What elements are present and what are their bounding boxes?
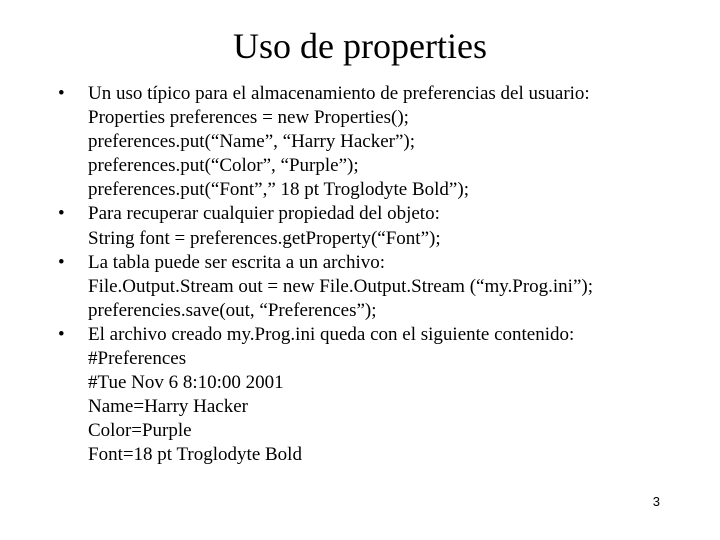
code-line: preferencies.save(out, “Preferences”); xyxy=(88,299,377,321)
bullet-item xyxy=(58,251,708,323)
bullet-marker: • xyxy=(58,83,65,104)
code-line: #Tue Nov 6 8:10:00 2001 xyxy=(88,372,284,394)
bullet-item xyxy=(58,323,708,468)
bullet-text: El archivo creado my.Prog.ini queda con el siguiente contenido: xyxy=(88,323,575,345)
code-line: File.Output.Stream out = new File.Output.Stream (“my.Prog.ini”); xyxy=(88,275,594,297)
bullet-list xyxy=(58,82,708,468)
page-number: 3 xyxy=(652,494,660,509)
code-line: #Preferences xyxy=(88,348,187,370)
bullet-item xyxy=(58,202,708,250)
code-line: preferences.put(“Color”, “Purple”); xyxy=(88,155,359,177)
code-line: Name=Harry Hacker xyxy=(88,396,248,418)
bullet-marker: • xyxy=(58,323,65,345)
code-line: preferences.put(“Name”, “Harry Hacker”); xyxy=(88,131,416,153)
code-line: String font = preferences.getProperty(“Font”); xyxy=(88,227,441,249)
code-line: Properties preferences = new Properties(); xyxy=(88,107,409,129)
bullet-text: Un uso típico para el almacenamiento de preferencias del usuario: xyxy=(88,83,590,104)
bullet-item xyxy=(58,82,708,202)
code-line: Color=Purple xyxy=(88,420,192,442)
slide-title: Uso de properties xyxy=(233,26,487,66)
bullet-marker: • xyxy=(58,203,65,225)
bullet-text: La tabla puede ser escrita a un archivo: xyxy=(88,251,385,273)
bullet-text: Para recuperar cualquier propiedad del objeto: xyxy=(88,203,440,225)
bullet-marker: • xyxy=(58,251,65,273)
code-line: Font=18 pt Troglodyte Bold xyxy=(88,444,302,466)
code-line: preferences.put(“Font”,” 18 pt Troglodyte Bold”); xyxy=(88,179,469,201)
